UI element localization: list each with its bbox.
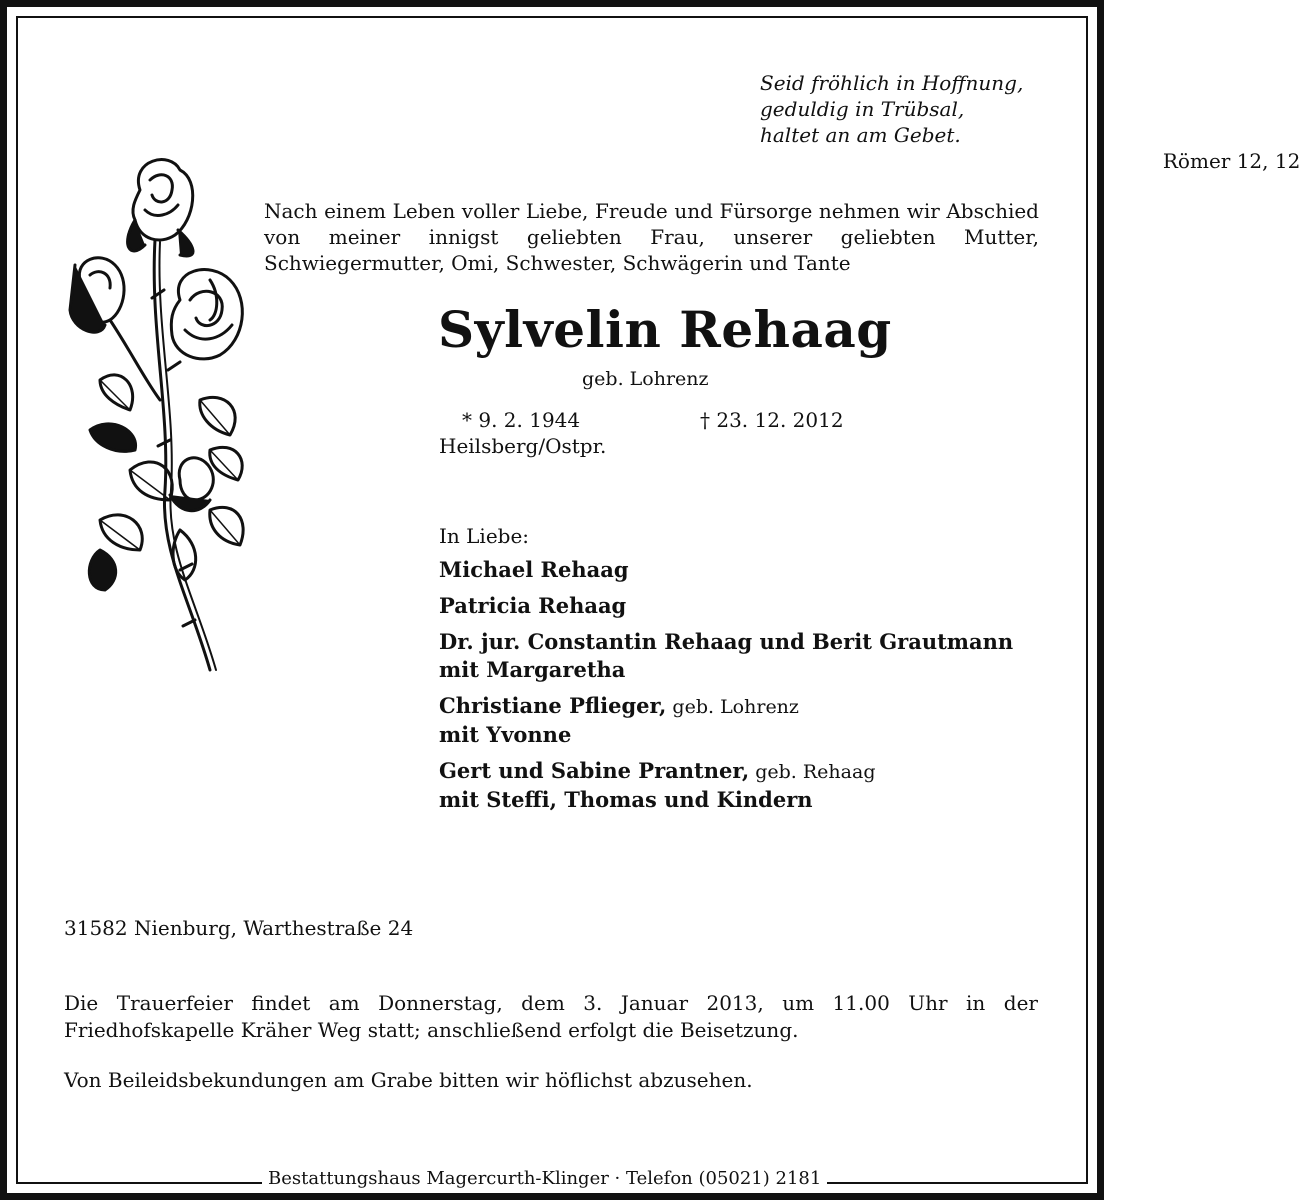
mourner-sub: mit Margaretha: [439, 657, 626, 682]
death-date: † 23. 12. 2012: [700, 408, 844, 432]
birth-date: * 9. 2. 1944: [462, 408, 581, 432]
mourner-entry: [439, 556, 1059, 584]
verse-line: geduldig in Trübsal,: [760, 97, 965, 121]
verse-line: haltet an am Gebet.: [760, 123, 961, 147]
deceased-name: Sylvelin Rehaag: [438, 300, 892, 359]
mourner-name: Dr. jur. Constantin Rehaag und Berit Grautmann: [439, 629, 1014, 654]
mourner-name: Michael Rehaag: [439, 557, 629, 582]
maiden-name: geb. Lohrenz: [582, 368, 709, 390]
ceremony-text: Die Trauerfeier findet am Donnerstag, dem 3. Januar 2013, um 11.00 Uhr in der Friedhofskapelle Kräher Weg statt; anschließend erfolgt die Beisetzung.: [64, 991, 1038, 1042]
verse-reference: Römer 12, 12: [1162, 149, 1300, 173]
verse-line: Seid fröhlich in Hoffnung,: [760, 71, 1024, 95]
mourner-note: geb. Lohrenz: [666, 696, 799, 718]
address: 31582 Nienburg, Warthestraße 24: [64, 916, 414, 940]
condolence-note: Von Beileidsbekundungen am Grabe bitten wir höflichst abzusehen.: [64, 1068, 753, 1092]
mourner-entry: [439, 592, 1059, 620]
funeral-home-footer: Bestattungshaus Magercurth-Klinger · Telefon (05021) 2181: [262, 1167, 827, 1191]
mourner-note: geb. Rehaag: [749, 761, 876, 783]
mourner-entry: [439, 757, 1059, 814]
bible-verse: [760, 70, 1300, 173]
mourner-entry: [439, 692, 1059, 749]
intro-text: Nach einem Leben voller Liebe, Freude und Fürsorge nehmen wir Abschied von meiner innigst geliebten Frau, unserer geliebten Mutter, Schwiegermutter, Omi, Schwester, Schwägerin und Tante: [264, 199, 1039, 275]
rose-illustration: [60, 150, 260, 680]
mourner-name: Gert und Sabine Prantner,: [439, 758, 750, 783]
mourner-sub: mit Yvonne: [439, 722, 572, 747]
mourners-list: [439, 556, 1059, 822]
mourner-sub: mit Steffi, Thomas und Kindern: [439, 787, 813, 812]
mourner-entry: [439, 628, 1059, 684]
birth-place: Heilsberg/Ostpr.: [439, 434, 607, 458]
mourner-name: Patricia Rehaag: [439, 593, 627, 618]
mourner-name: Christiane Pflieger,: [439, 693, 667, 718]
mourners-intro: In Liebe:: [439, 524, 530, 548]
